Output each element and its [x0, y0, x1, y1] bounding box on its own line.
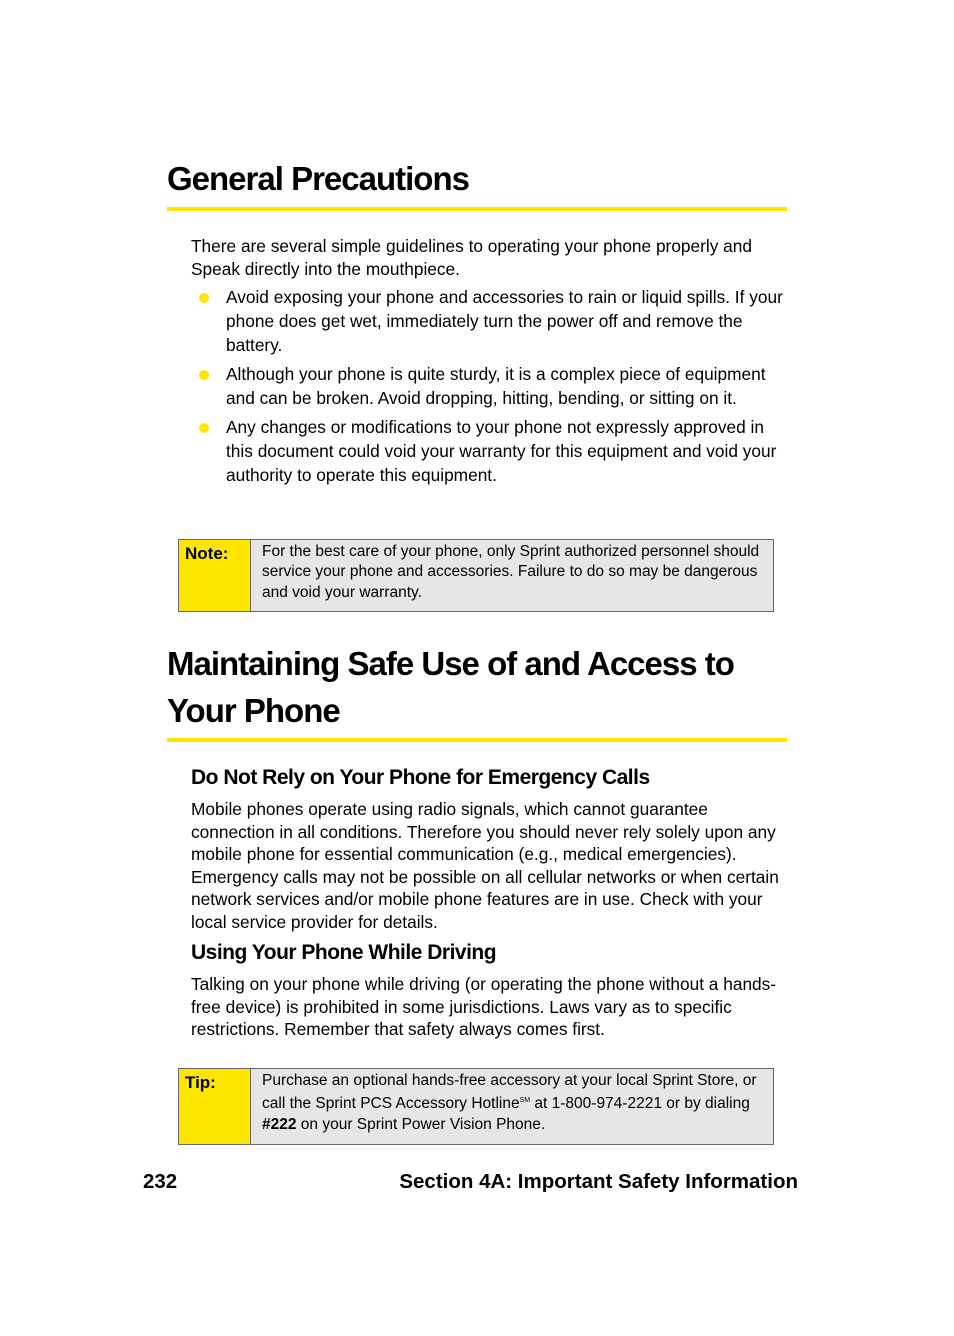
bullet-icon	[199, 370, 209, 380]
subsection-title-driving: Using Your Phone While Driving	[191, 941, 497, 964]
list-item-text: Avoid exposing your phone and accessories to rain or liquid spills. If your phone does get wet, immediately turn the power off and remove the battery.	[226, 287, 783, 355]
section-title-general-precautions: General Precautions	[167, 160, 469, 197]
emergency-paragraph: Mobile phones operate using radio signals, which cannot guarantee connection in all conditions. Therefore you should never rely solely upon any mobile phone for essential communication (e.g., medical emergencies). Emergency calls may not be possible on all cellular networks or when certain network services and/or mobile phone features are in use. Check with your local service provider for details.	[191, 799, 779, 932]
list-item	[197, 415, 787, 487]
note-callout	[178, 539, 774, 612]
tip-text-part: on your Sprint Power Vision Phone.	[296, 1115, 546, 1133]
footer-section-title: Section 4A: Important Safety Information	[399, 1170, 798, 1193]
note-label: Note:	[179, 540, 251, 611]
list-item	[197, 285, 787, 357]
title-underline	[167, 738, 787, 742]
dial-code: #222	[262, 1115, 297, 1133]
note-text: For the best care of your phone, only Sprint authorized personnel should service your phone and accessories. Failure to do so may be dangerous and void your warranty.	[251, 540, 773, 611]
intro-paragraph: There are several simple guidelines to operating your phone properly and Speak directly into the mouthpiece.	[191, 236, 753, 279]
tip-text-part: at 1-800-974-2221 or by dialing	[530, 1095, 750, 1113]
section-title-line2: Your Phone	[167, 692, 340, 729]
bullet-icon	[199, 293, 209, 303]
bullet-icon	[199, 423, 209, 433]
service-mark: SM	[519, 1097, 531, 1105]
tip-label: Tip:	[179, 1069, 251, 1144]
tip-callout	[178, 1068, 774, 1145]
driving-paragraph: Talking on your phone while driving (or operating the phone without a hands-free device) is prohibited in some jurisdictions. Laws vary as to specific restrictions. Remember that safety always comes first.	[191, 974, 777, 1039]
tip-text-part: Purchase an optional hands-free accessory at your local Sprint Store, or call the Sprint PCS Accessory Hotline	[262, 1072, 757, 1113]
section-title-safe-use	[167, 640, 734, 734]
precautions-list	[197, 285, 787, 492]
section-title-line1: Maintaining Safe Use of and Access to	[167, 645, 734, 682]
list-item-text: Any changes or modifications to your phone not expressly approved in this document could void your warranty for this equipment and void your authority to operate this equipment.	[226, 417, 777, 485]
title-underline	[167, 207, 787, 211]
page-number: 232	[143, 1170, 178, 1193]
list-item	[197, 362, 787, 410]
subsection-title-emergency: Do Not Rely on Your Phone for Emergency Calls	[191, 766, 650, 789]
list-item-text: Although your phone is quite sturdy, it is a complex piece of equipment and can be broken. Avoid dropping, hitting, bending, or sitting on it.	[226, 364, 766, 408]
tip-text	[251, 1069, 773, 1144]
